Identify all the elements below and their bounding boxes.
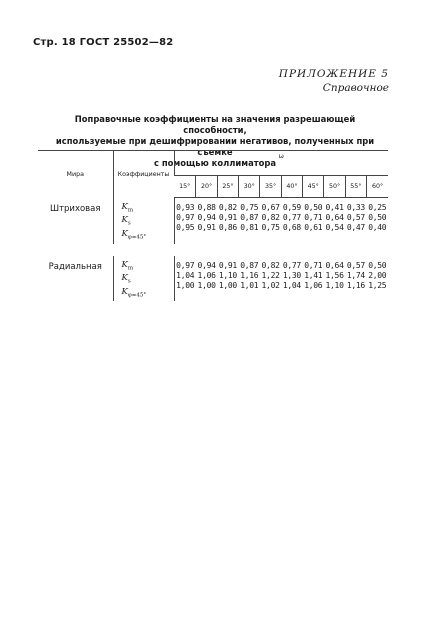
value-cell xyxy=(217,256,238,301)
value: 0,50 xyxy=(368,260,387,270)
value-cell xyxy=(324,198,345,244)
value-cell xyxy=(281,256,302,301)
angle-header-8: 50° xyxy=(324,176,345,198)
value: 1,10 xyxy=(218,270,237,280)
value: 1,06 xyxy=(197,270,216,280)
angle-header-9: 55° xyxy=(345,176,366,198)
value: 0,50 xyxy=(368,213,387,222)
angle-header-7: 45° xyxy=(303,176,324,198)
caption-line-3: с помощью коллиматора xyxy=(154,158,276,168)
value: 0,94 xyxy=(197,260,216,270)
table-row xyxy=(38,256,388,301)
value: 2,00 xyxy=(368,270,387,280)
value-cell xyxy=(196,256,217,301)
value: 1,22 xyxy=(261,270,280,280)
coefficient-label: $K_s$ xyxy=(121,215,131,227)
value-cell xyxy=(324,256,345,301)
value: 0,71 xyxy=(304,213,323,222)
value: 1,25 xyxy=(368,280,387,290)
value: 0,54 xyxy=(325,223,344,232)
angle-header-2: 20° xyxy=(196,176,217,198)
value: 0,64 xyxy=(325,213,344,222)
value-cell xyxy=(239,198,260,244)
coefficient-label: $K_{\varphi=45^\circ}$ xyxy=(121,228,147,241)
value: 0,91 xyxy=(197,223,216,232)
value: 1,56 xyxy=(325,270,344,280)
value: 0,33 xyxy=(346,203,365,212)
value: 1,16 xyxy=(240,270,259,280)
value: 0,68 xyxy=(282,223,301,232)
value: 0,41 xyxy=(325,203,344,212)
coefficient-labels xyxy=(113,256,174,301)
value: 0,93 xyxy=(176,203,195,212)
value: 0,88 xyxy=(197,203,216,212)
group-gap xyxy=(38,244,388,256)
value-cell xyxy=(303,198,324,244)
value: 0,94 xyxy=(197,213,216,222)
appendix-heading xyxy=(279,67,389,95)
value-cell xyxy=(196,198,217,244)
coefficients-table xyxy=(38,150,388,301)
value: 0,86 xyxy=(218,223,237,232)
value: 1,74 xyxy=(346,270,365,280)
value-cell xyxy=(367,198,388,244)
value-cell xyxy=(345,198,366,244)
value: 0,91 xyxy=(218,260,237,270)
coefficient-labels xyxy=(113,198,174,244)
value: 0,25 xyxy=(368,203,387,212)
value: 0,61 xyxy=(304,223,323,232)
value-cell xyxy=(260,198,281,244)
value: 0,87 xyxy=(240,260,259,270)
value: 0,59 xyxy=(282,203,301,212)
value-cell xyxy=(281,198,302,244)
value: 0,82 xyxy=(218,203,237,212)
angle-header-6: 40° xyxy=(281,176,302,198)
value: 1,30 xyxy=(282,270,301,280)
value: 0,64 xyxy=(325,260,344,270)
angle-header-1: 15° xyxy=(174,176,196,198)
appendix-title: ПРИЛОЖЕНИЕ 5 xyxy=(278,68,389,80)
coefficient-label: $K_s$ xyxy=(121,273,131,285)
mira-name: Радиальная xyxy=(48,261,102,272)
angle-header-10: 60° xyxy=(367,176,388,198)
value: 1,00 xyxy=(176,280,195,290)
value-cell xyxy=(174,198,196,244)
value: 1,00 xyxy=(218,280,237,290)
value: 0,57 xyxy=(346,213,365,222)
value-cell xyxy=(217,198,238,244)
value: 0,75 xyxy=(240,203,259,212)
value: 1,04 xyxy=(176,270,195,280)
value: 0,91 xyxy=(218,213,237,222)
value-cell xyxy=(367,256,388,301)
value: 0,97 xyxy=(176,260,195,270)
table-body xyxy=(38,198,388,301)
value: 0,82 xyxy=(261,260,280,270)
table-row xyxy=(38,198,388,244)
header-row-omega xyxy=(38,151,388,176)
page-header: Стр. 18 ГОСТ 25502—82 xyxy=(33,37,174,48)
value-cell xyxy=(303,256,324,301)
coefficient-label: $K_m$ xyxy=(121,201,134,214)
value: 0,75 xyxy=(261,223,280,232)
omega-header: ω xyxy=(174,151,388,176)
mira-name: Штриховая xyxy=(49,203,101,214)
angle-header-5: 35° xyxy=(260,176,281,198)
value: 0,47 xyxy=(346,223,365,232)
value: 0,95 xyxy=(176,223,195,232)
value: 0,87 xyxy=(240,213,259,222)
value: 0,81 xyxy=(240,223,259,232)
value-cell xyxy=(260,256,281,301)
value: 0,57 xyxy=(346,260,365,270)
value: 0,97 xyxy=(176,213,195,222)
value: 1,01 xyxy=(240,280,259,290)
value: 0,50 xyxy=(304,203,323,212)
coefficient-label: $K_{\varphi=45^\circ}$ xyxy=(121,286,147,299)
value: 0,71 xyxy=(304,260,323,270)
value: 0,77 xyxy=(282,213,301,222)
value: 0,77 xyxy=(282,260,301,270)
value: 1,10 xyxy=(325,280,344,290)
value: 0,82 xyxy=(261,213,280,222)
value: 1,04 xyxy=(282,280,301,290)
value: 0,67 xyxy=(261,203,280,212)
value: 1,00 xyxy=(197,280,216,290)
angle-header-4: 30° xyxy=(239,176,260,198)
value: 0,40 xyxy=(368,223,387,232)
value-cell xyxy=(174,256,196,301)
caption-line-1: Поправочные коэффициенты на значения разрешающей способности, xyxy=(74,114,356,135)
value-cell xyxy=(345,256,366,301)
col-mira-header: Мира xyxy=(38,151,113,198)
col-coef-header: Коэффициенты xyxy=(113,151,174,198)
angle-header-3: 25° xyxy=(217,176,238,198)
value-cell xyxy=(239,256,260,301)
value: 1,06 xyxy=(304,280,323,290)
value: 1,41 xyxy=(304,270,323,280)
caption-line-2: используемые при дешифрировании негативов, полученных при съемке xyxy=(55,136,375,157)
appendix-subtitle: Справочное xyxy=(322,82,389,94)
value: 1,16 xyxy=(346,280,365,290)
coefficient-label: $K_m$ xyxy=(121,259,134,272)
value: 1,02 xyxy=(261,280,280,290)
